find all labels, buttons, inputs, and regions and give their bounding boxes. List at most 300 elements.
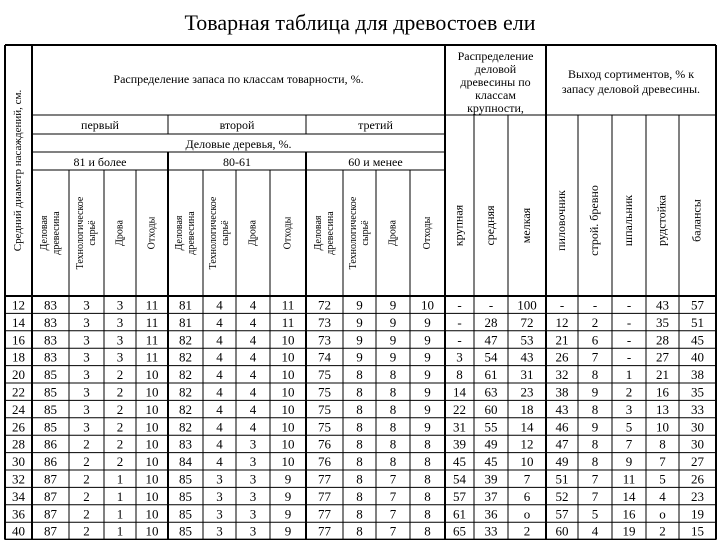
- table-cell: 45: [691, 332, 704, 348]
- table-cell: 15: [691, 523, 704, 539]
- table-cell: 83: [179, 436, 192, 452]
- table-cell: 7: [389, 488, 397, 504]
- table-cell: 12: [520, 436, 534, 452]
- table-cell: 38: [691, 367, 704, 383]
- table-cell: 9: [591, 419, 599, 435]
- table-cell: 85: [179, 506, 192, 522]
- sub-column-header: Технологическое: [74, 196, 86, 270]
- table-cell: 2: [83, 488, 90, 504]
- class-name-3: третий: [358, 118, 393, 132]
- class-range-3: 60 и менее: [348, 155, 403, 169]
- table-cell: 12: [12, 297, 25, 313]
- table-cell: 10: [281, 384, 295, 400]
- table-cell: 40: [12, 523, 25, 539]
- table-cell: 3: [116, 314, 124, 330]
- table-cell: 26: [691, 471, 704, 487]
- table-cell: 9: [424, 314, 431, 330]
- table-cell: 1: [116, 488, 124, 504]
- table-cell: 27: [691, 454, 704, 470]
- sub-column-header: Технологическое: [207, 196, 219, 270]
- table-cell: 57: [555, 506, 569, 522]
- table-cell: 39: [484, 471, 498, 487]
- table-cell: 7: [591, 488, 599, 504]
- table-cell: 16: [12, 332, 25, 348]
- table-cell: 4: [659, 488, 666, 504]
- table-cell: 10: [145, 454, 159, 470]
- table-cell: 2: [116, 454, 124, 470]
- table-cell: 7: [659, 454, 666, 470]
- table-cell: 72: [520, 314, 534, 330]
- table-cell: 3: [216, 488, 223, 504]
- table-cell: 30: [691, 419, 704, 435]
- table-cell: 2: [116, 401, 124, 417]
- table-cell: 16: [656, 384, 669, 400]
- table-cell: 36: [484, 506, 498, 522]
- table-cell: 77: [318, 523, 331, 539]
- table-cell: 73: [318, 332, 331, 348]
- table-cell: 85: [179, 471, 192, 487]
- table-cell: 52: [555, 488, 569, 504]
- table-cell: -: [559, 297, 565, 313]
- table-cell: 3: [83, 384, 90, 400]
- table-cell: 2: [591, 314, 599, 330]
- table-cell: 100: [517, 297, 537, 313]
- table-cell: 3: [83, 332, 90, 348]
- assortment-column-header: балансы: [689, 199, 704, 242]
- table-cell: 11: [622, 471, 636, 487]
- table-cell: 83: [44, 314, 57, 330]
- table-cell: 81: [179, 297, 192, 313]
- table-cell: 1: [116, 523, 124, 539]
- table-cell: 1: [116, 506, 124, 522]
- table-cell: 3: [116, 332, 124, 348]
- sub-column-header: Дрова: [247, 220, 259, 246]
- table-cell: 32: [555, 367, 569, 383]
- table-cell: 7: [389, 506, 397, 522]
- table-cell: 4: [249, 314, 257, 330]
- table-cell: 3: [83, 367, 90, 383]
- table-cell: 10: [145, 488, 159, 504]
- table-cell: 10: [145, 471, 159, 487]
- table-cell: 5: [625, 419, 633, 435]
- table-cell: 4: [249, 401, 257, 417]
- table-cell: 28: [656, 332, 669, 348]
- table-cell: 8: [591, 436, 599, 452]
- table-cell: 4: [249, 349, 257, 365]
- table-cell: 3: [249, 506, 257, 522]
- table-cell: 7: [389, 523, 397, 539]
- sub-column-header: Отходы: [421, 216, 433, 250]
- table-cell: 3: [216, 523, 223, 539]
- table-cell: 85: [179, 488, 192, 504]
- assortment-column-header: строй. бревно: [586, 185, 601, 256]
- table-cell: 83: [44, 349, 57, 365]
- sub-column-header: древесина: [185, 211, 197, 255]
- table-cell: 8: [659, 436, 666, 452]
- table-cell: 19: [622, 523, 636, 539]
- table-cell: 10: [145, 506, 159, 522]
- table-cell: 54: [484, 349, 498, 365]
- table-cell: 9: [389, 349, 397, 365]
- table-cell: 10: [281, 419, 295, 435]
- table-cell: 14: [453, 384, 466, 400]
- table-cell: 27: [656, 349, 669, 365]
- table-cell: 4: [216, 401, 223, 417]
- table-cell: 22: [12, 384, 25, 400]
- table-cell: 9: [356, 297, 363, 313]
- table-cell: -: [626, 349, 632, 365]
- table-cell: 86: [44, 454, 57, 470]
- table-cell: 6: [523, 488, 531, 504]
- table-cell: 11: [145, 332, 159, 348]
- table-cell: 8: [356, 401, 363, 417]
- distribution-class-header: Распределение запаса по классам товарности, %.: [113, 72, 364, 86]
- table-cell: 13: [656, 401, 669, 417]
- class-range-1: 81 и более: [73, 155, 127, 169]
- table-cell: 4: [216, 367, 223, 383]
- table-cell: 61: [453, 506, 466, 522]
- table-cell: 40: [691, 349, 704, 365]
- sub-column-header: Дрова: [114, 220, 126, 246]
- table-cell: 74: [318, 349, 331, 365]
- table-cell: 26: [12, 419, 25, 435]
- table-cell: 4: [249, 367, 257, 383]
- sub-column-header: сырьё: [359, 220, 371, 246]
- table-cell: 11: [281, 314, 295, 330]
- table-cell: 83: [44, 297, 57, 313]
- table-cell: 3: [116, 297, 124, 313]
- table-cell: 23: [520, 384, 534, 400]
- table-cell: 82: [179, 349, 192, 365]
- table-cell: 82: [179, 332, 192, 348]
- table-cell: 24: [12, 401, 25, 417]
- size-column-header: средняя: [482, 205, 497, 246]
- table-cell: 9: [389, 314, 397, 330]
- sub-column-header: Отходы: [146, 216, 158, 250]
- table-cell: 8: [424, 488, 431, 504]
- table-cell: 4: [249, 419, 257, 435]
- table-cell: 46: [555, 419, 569, 435]
- table-cell: 10: [281, 332, 295, 348]
- table-cell: 8: [356, 488, 363, 504]
- table-cell: 8: [389, 384, 397, 400]
- table-cell: 3: [83, 401, 90, 417]
- output-assortments-header: Выход сортиментов, % к запасу деловой древесины.: [561, 67, 701, 96]
- table-cell: 8: [356, 454, 363, 470]
- table-cell: 34: [12, 488, 25, 504]
- table-cell: 8: [356, 471, 363, 487]
- table-cell: 1: [625, 367, 633, 383]
- table-cell: 9: [424, 349, 431, 365]
- table-cell: 28: [484, 314, 498, 330]
- business-trees-header: Деловые деревья, %.: [185, 137, 292, 151]
- table-cell: 4: [216, 349, 223, 365]
- table-cell: 6: [591, 332, 599, 348]
- table-cell: 73: [318, 314, 331, 330]
- table-cell: -: [592, 297, 598, 313]
- table-cell: 43: [520, 349, 534, 365]
- table-cell: 28: [12, 436, 25, 452]
- table-cell: 57: [691, 297, 704, 313]
- table-cell: 9: [284, 488, 292, 504]
- table-cell: -: [488, 297, 494, 313]
- table-cell: 51: [691, 314, 704, 330]
- table-cell: 33: [484, 523, 498, 539]
- table-cell: 7: [625, 436, 633, 452]
- table-cell: 32: [12, 471, 25, 487]
- table-cell: 20: [12, 367, 25, 383]
- table-cell: 2: [83, 523, 90, 539]
- table-cell: 11: [145, 314, 159, 330]
- table-cell: 43: [656, 297, 669, 313]
- table-cell: 2: [116, 384, 124, 400]
- table-cell: 8: [356, 367, 363, 383]
- sub-column-header: сырьё: [219, 220, 231, 246]
- table-cell: 19: [691, 506, 704, 522]
- table-cell: 7: [389, 471, 397, 487]
- table-cell: 9: [389, 297, 397, 313]
- table-cell: 35: [656, 314, 669, 330]
- table-cell: 3: [249, 471, 257, 487]
- table-cell: 30: [691, 436, 704, 452]
- size-column-header: мелкая: [518, 207, 533, 244]
- table-cell: 3: [249, 436, 257, 452]
- table-cell: 7: [591, 349, 599, 365]
- table-cell: 3: [116, 349, 124, 365]
- table-cell: 22: [453, 401, 466, 417]
- table-cell: о: [659, 506, 666, 522]
- class-name-1: первый: [81, 118, 119, 132]
- table-cell: 8: [424, 436, 431, 452]
- table-cell: 61: [484, 367, 498, 383]
- table-cell: 11: [145, 297, 159, 313]
- table-cell: 8: [356, 419, 363, 435]
- table-cell: 63: [484, 384, 498, 400]
- table-cell: 87: [44, 506, 57, 522]
- table-cell: 3: [83, 314, 90, 330]
- table-cell: 10: [520, 454, 534, 470]
- table-cell: 8: [389, 367, 397, 383]
- table-cell: 8: [424, 506, 431, 522]
- table-cell: 82: [179, 419, 192, 435]
- table-cell: 1: [116, 471, 124, 487]
- table-cell: 18: [520, 401, 534, 417]
- class-range-2: 80-61: [223, 155, 251, 169]
- table-cell: 4: [249, 332, 257, 348]
- table-cell: 75: [318, 367, 331, 383]
- table-cell: 49: [484, 436, 498, 452]
- table-cell: 16: [622, 506, 636, 522]
- table-cell: 4: [216, 384, 223, 400]
- table-cell: 10: [281, 367, 295, 383]
- table-cell: 85: [44, 419, 57, 435]
- table-cell: 9: [424, 332, 431, 348]
- table-cell: 45: [453, 454, 466, 470]
- table-cell: 4: [249, 297, 257, 313]
- table-cell: 36: [12, 506, 25, 522]
- table-cell: 85: [44, 384, 57, 400]
- table-cell: 87: [44, 471, 57, 487]
- table-cell: 7: [523, 471, 531, 487]
- table-cell: 8: [424, 471, 431, 487]
- table-cell: 75: [318, 401, 331, 417]
- table-cell: 10: [421, 297, 434, 313]
- sub-column-header: Дрова: [387, 220, 399, 246]
- sub-column-header: древесина: [50, 211, 62, 255]
- table-cell: 35: [691, 384, 704, 400]
- table-cell: 49: [555, 454, 569, 470]
- table-cell: 10: [145, 384, 159, 400]
- table-cell: 4: [591, 523, 599, 539]
- table-cell: 47: [484, 332, 498, 348]
- table-cell: 10: [281, 454, 295, 470]
- table-cell: 43: [555, 401, 569, 417]
- table-cell: 11: [145, 349, 159, 365]
- table-cell: 83: [44, 332, 57, 348]
- table-cell: -: [626, 297, 632, 313]
- distribution-size-header: Распределение деловой древесины по классам крупности,: [457, 49, 534, 115]
- table-cell: 8: [356, 436, 363, 452]
- table-cell: 85: [44, 401, 57, 417]
- table-cell: 76: [318, 436, 331, 452]
- table-cell: 8: [356, 506, 363, 522]
- table-cell: 21: [555, 332, 569, 348]
- table-cell: 26: [555, 349, 569, 365]
- table-cell: -: [626, 332, 632, 348]
- assortment-column-header: шпальник: [620, 194, 635, 247]
- table-cell: 8: [591, 401, 599, 417]
- table-cell: 8: [456, 367, 463, 383]
- table-cell: 14: [520, 419, 534, 435]
- table-cell: 2: [83, 436, 90, 452]
- table-cell: 84: [179, 454, 192, 470]
- table-cell: 9: [389, 332, 397, 348]
- table-cell: 38: [555, 384, 569, 400]
- table-cell: 10: [281, 349, 295, 365]
- table-cell: 8: [389, 401, 397, 417]
- table-cell: 87: [44, 523, 57, 539]
- table-cell: 4: [216, 436, 223, 452]
- table-cell: 55: [484, 419, 498, 435]
- table-cell: 77: [318, 488, 331, 504]
- assortment-column-header: пиловочник: [553, 190, 568, 251]
- class-name-2: второй: [219, 118, 255, 132]
- sub-column-header: Отходы: [282, 216, 294, 250]
- table-cell: 9: [424, 401, 431, 417]
- table-cell: 4: [216, 314, 223, 330]
- table-cell: о: [523, 506, 531, 522]
- table-cell: 8: [591, 367, 599, 383]
- page-title: Товарная таблица для древостоев ели: [184, 10, 536, 35]
- table-cell: 4: [216, 332, 223, 348]
- table-cell: 8: [389, 454, 397, 470]
- table-cell: 8: [356, 523, 363, 539]
- table-cell: 81: [179, 314, 192, 330]
- table-cell: 2: [116, 367, 124, 383]
- table-cell: 10: [145, 401, 159, 417]
- sub-column-header: Деловая: [38, 215, 50, 251]
- table-cell: 4: [216, 454, 223, 470]
- table-cell: 87: [44, 488, 57, 504]
- table-cell: -: [626, 314, 632, 330]
- table-cell: 2: [83, 506, 90, 522]
- table-cell: 54: [453, 471, 466, 487]
- table-cell: 30: [12, 454, 25, 470]
- table-cell: 11: [281, 297, 295, 313]
- sub-column-header: древесина: [324, 211, 336, 255]
- table-cell: 39: [453, 436, 466, 452]
- table-cell: 9: [356, 349, 363, 365]
- table-cell: 82: [179, 401, 192, 417]
- table-cell: 3: [249, 523, 257, 539]
- table-cell: 8: [591, 454, 599, 470]
- table-cell: 72: [318, 297, 331, 313]
- table-cell: 31: [453, 419, 466, 435]
- diameter-header: Средний диаметр насаждений, см.: [12, 89, 25, 252]
- table-cell: 85: [44, 367, 57, 383]
- table-cell: 5: [591, 506, 599, 522]
- table-cell: -: [457, 332, 462, 348]
- table-cell: 82: [179, 384, 192, 400]
- table-cell: 2: [625, 384, 633, 400]
- table-cell: 2: [83, 471, 90, 487]
- table-cell: 65: [453, 523, 466, 539]
- table-cell: 75: [318, 419, 331, 435]
- table-cell: 9: [356, 314, 363, 330]
- table-cell: 3: [249, 488, 257, 504]
- table-cell: 10: [145, 367, 159, 383]
- table-cell: 82: [179, 367, 192, 383]
- table-cell: 3: [216, 506, 223, 522]
- table-cell: 75: [318, 384, 331, 400]
- table-cell: 60: [555, 523, 569, 539]
- table-cell: 4: [216, 297, 223, 313]
- table-cell: 12: [555, 314, 569, 330]
- table-cell: 3: [456, 349, 463, 365]
- table-cell: 10: [145, 419, 159, 435]
- table-cell: 10: [281, 436, 295, 452]
- table-cell: 14: [622, 488, 636, 504]
- table-cell: 2: [83, 454, 90, 470]
- table-cell: 8: [424, 523, 431, 539]
- table-cell: 76: [318, 454, 331, 470]
- table-cell: 57: [453, 488, 466, 504]
- table-cell: 4: [249, 384, 257, 400]
- table-cell: 9: [424, 419, 431, 435]
- table-cell: 18: [12, 349, 25, 365]
- table-cell: 8: [389, 436, 397, 452]
- table-cell: -: [457, 297, 462, 313]
- table-cell: 10: [145, 523, 159, 539]
- table-cell: 9: [284, 506, 292, 522]
- table-cell: 3: [83, 419, 90, 435]
- sub-column-header: Деловая: [173, 215, 185, 251]
- table-cell: 5: [659, 471, 666, 487]
- table-cell: 53: [520, 332, 534, 348]
- table-cell: 3: [83, 297, 90, 313]
- table-cell: 37: [484, 488, 498, 504]
- table-cell: 51: [555, 471, 569, 487]
- table-cell: 31: [520, 367, 534, 383]
- table-cell: -: [457, 314, 462, 330]
- table-cell: 2: [116, 419, 124, 435]
- table-cell: 60: [484, 401, 498, 417]
- table-cell: 9: [284, 523, 292, 539]
- table-cell: 45: [484, 454, 498, 470]
- table-cell: 9: [356, 332, 363, 348]
- size-column-header: крупная: [451, 204, 466, 247]
- table-cell: 86: [44, 436, 57, 452]
